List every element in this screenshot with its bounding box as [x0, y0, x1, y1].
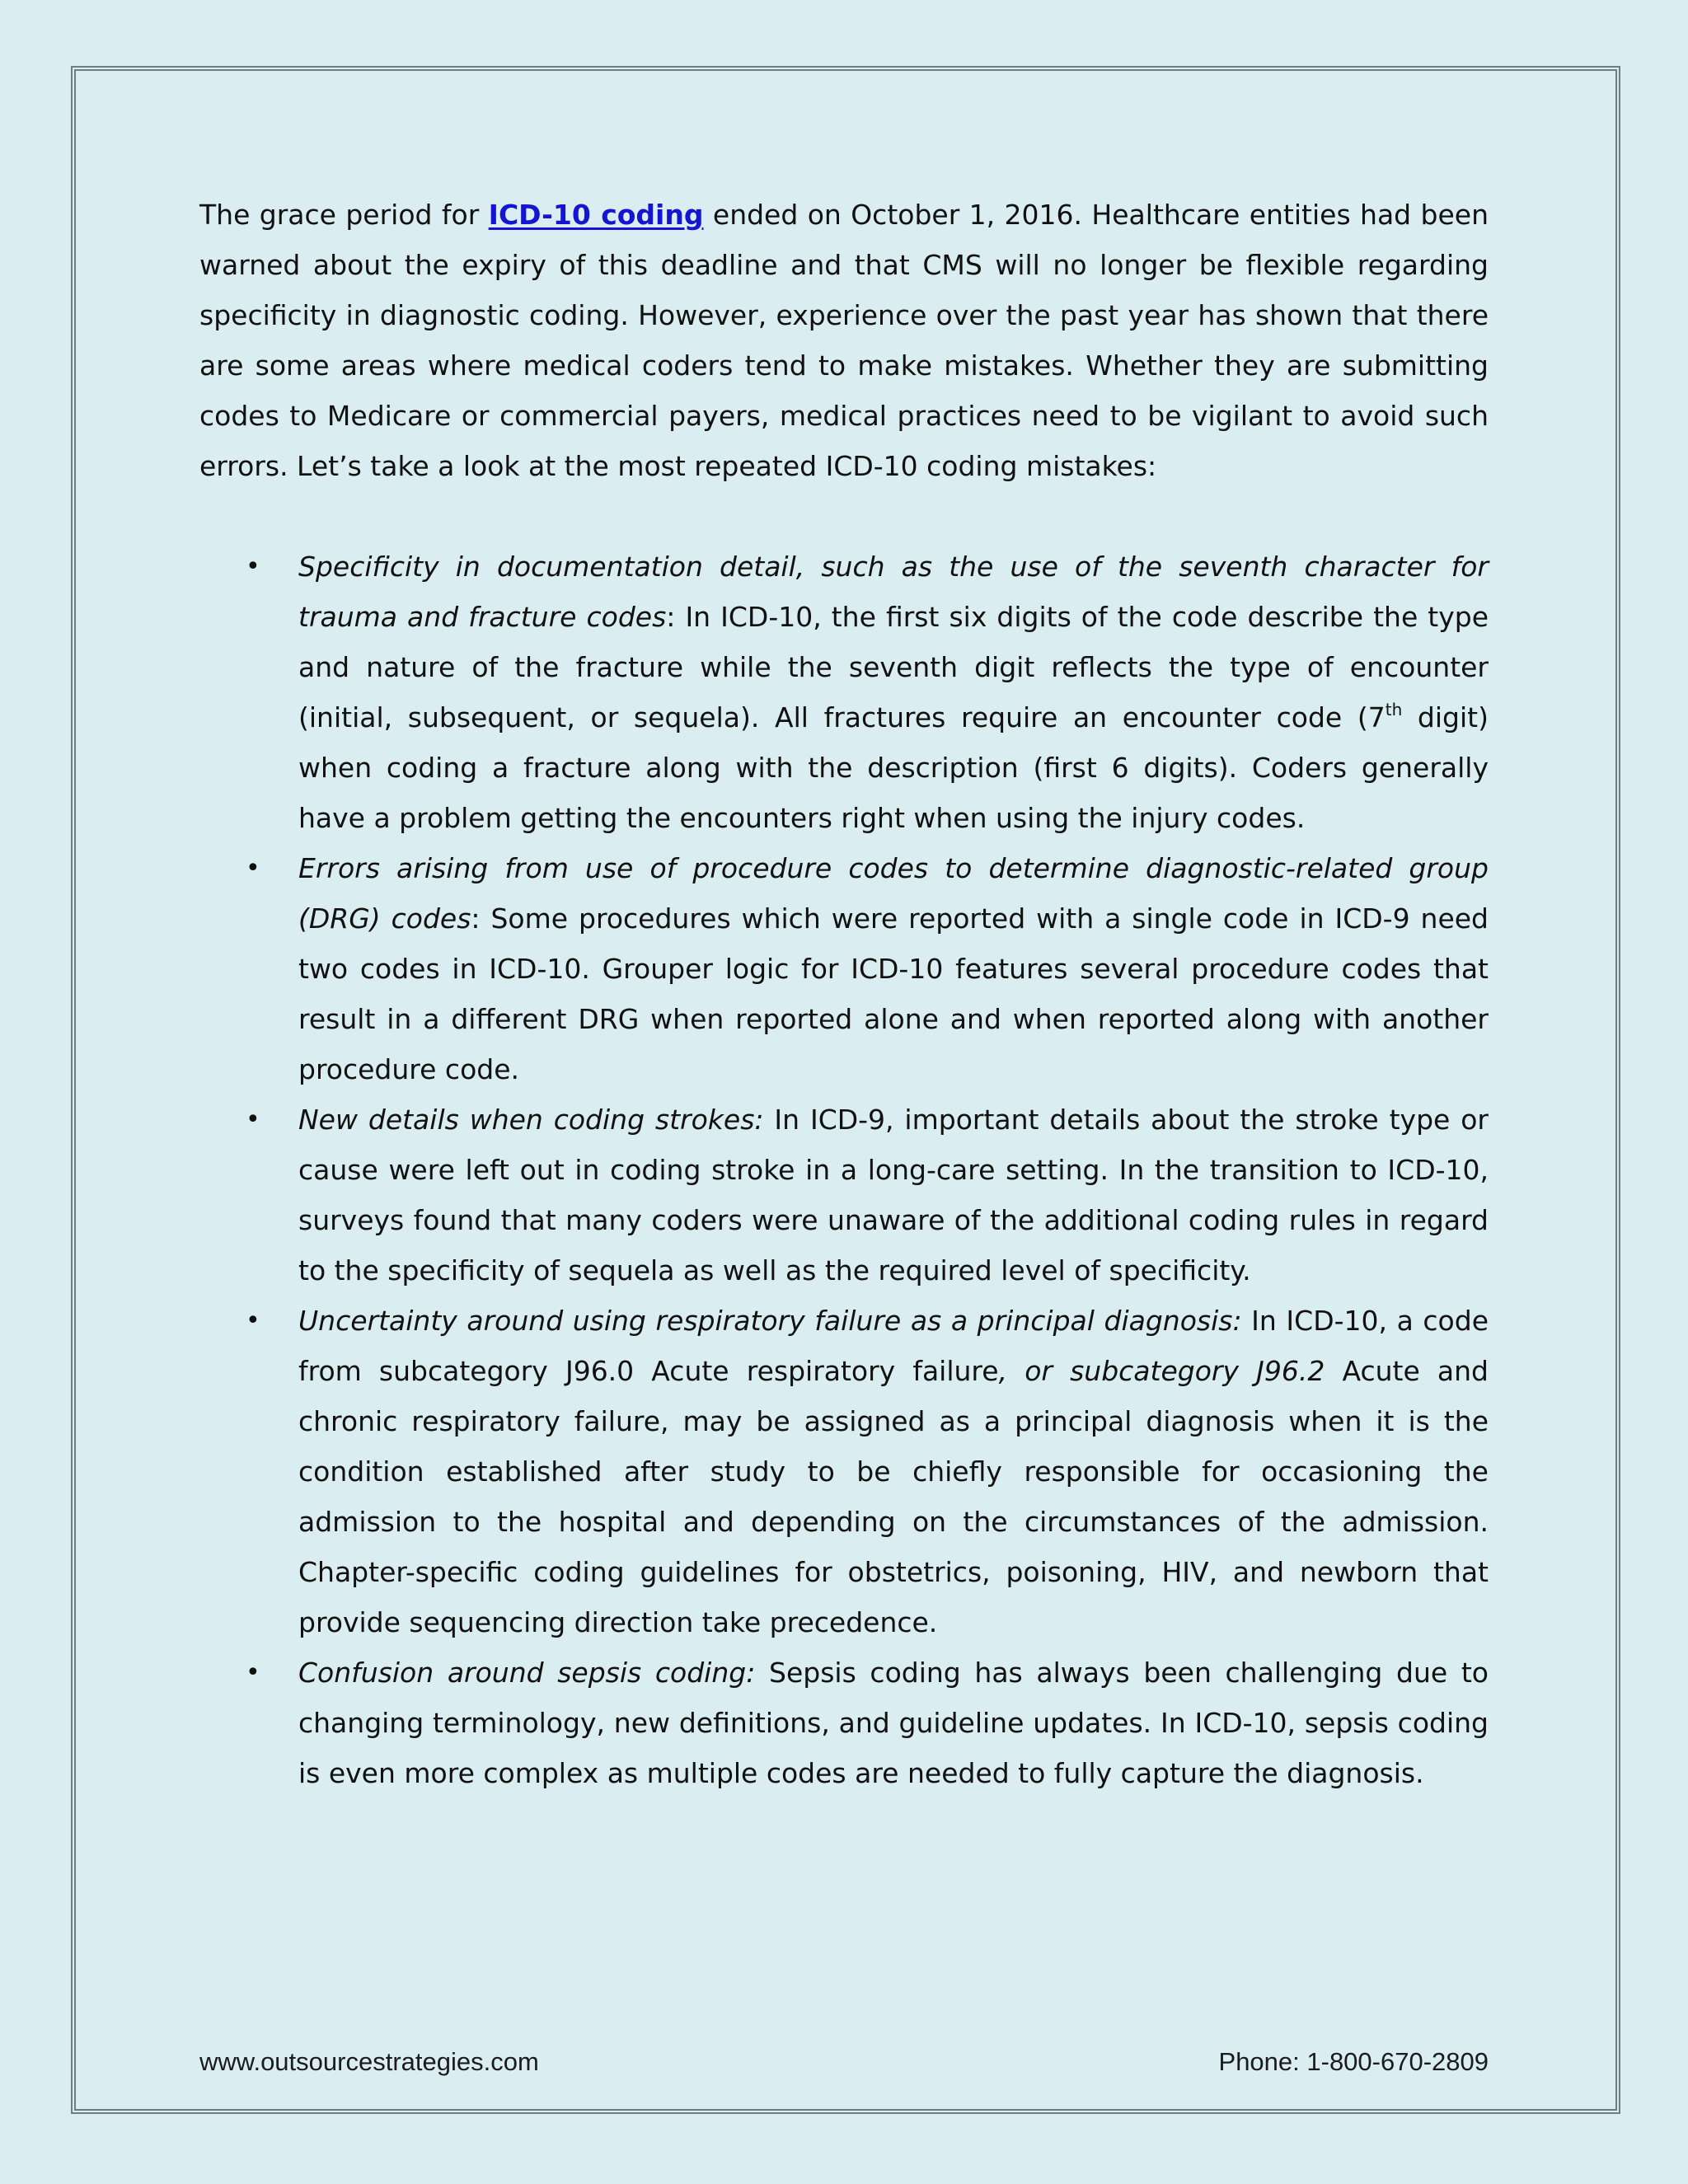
item-italic-mid: , or subcategory J96.2	[998, 1355, 1325, 1387]
list-item	[199, 1094, 1489, 1296]
document-body	[199, 190, 1489, 1798]
intro-text-before-link: The grace period for	[199, 199, 489, 231]
item-body: : Some procedures which were reported with a single code in ICD-9 need two codes in ICD-10. Grouper logic for ICD-10 features several procedure codes that result in a different DRG when reported alone and when reported along with another procedure code.	[298, 902, 1489, 1085]
superscript: th	[1385, 700, 1403, 719]
intro-text-after-link: ended on October 1, 2016. Healthcare entities had been warned about the expiry of this deadline and that CMS will no longer be flexible regarding specificity in diagnostic coding. However, experience over the past year has shown that there are some areas where medical coders tend to make mistakes. Whether they are submitting codes to Medicare or commercial payers, medical practices need to be vigilant to avoid such errors. Let’s take a look at the most repeated ICD-10 coding mistakes:	[199, 199, 1489, 482]
list-item	[199, 1296, 1489, 1647]
list-item	[199, 541, 1489, 843]
bullet-icon: •	[246, 1105, 260, 1134]
list-item	[199, 843, 1489, 1094]
bullet-icon: •	[246, 854, 260, 883]
item-lead: Specificity in documentation detail, such as the use of the seventh character for trauma and fracture codes	[298, 551, 1489, 633]
footer-website: www.outsourcestrategies.com	[199, 2047, 539, 2076]
bullet-icon: •	[246, 552, 260, 581]
bullet-icon: •	[246, 1658, 260, 1687]
item-body: In ICD-10, a code from subcategory J96.0 Acute respiratory failure	[298, 1305, 1489, 1387]
item-lead: Uncertainty around using respiratory failure as a principal diagnosis:	[298, 1305, 1242, 1337]
item-body: Sepsis coding has always been challenging due to changing terminology, new definitions, and guideline updates. In ICD-10, sepsis coding is even more complex as multiple codes are needed to fully capture the diagnosis.	[298, 1657, 1489, 1789]
icd10-coding-link[interactable]: ICD-10 coding	[488, 199, 704, 231]
intro-paragraph	[199, 190, 1489, 491]
item-body-continued: digit) when coding a fracture along with the description (first 6 digits). Coders generally have a problem getting the encounters right when using the injury codes.	[298, 701, 1489, 834]
item-body: In ICD-9, important details about the stroke type or cause were left out in coding stroke in a long-care setting. In the transition to ICD-10, surveys found that many coders were unaware of the additional coding rules in regard to the specificity of sequela as well as the required level of specificity.	[298, 1104, 1489, 1286]
page-footer	[199, 2046, 1489, 2079]
item-body: : In ICD-10, the first six digits of the code describe the type and nature of the fracture while the seventh digit reflects the type of encounter (initial, subsequent, or sequela). All fractures require an encounter code (7	[298, 601, 1489, 733]
item-lead: Errors arising from use of procedure codes to determine diagnostic-related group (DRG) codes	[298, 852, 1489, 935]
item-lead: Confusion around sepsis coding:	[298, 1657, 756, 1689]
item-body-continued: Acute and chronic respiratory failure, may be assigned as a principal diagnosis when it is the condition established after study to be chiefly responsible for occasioning the admission to the hospital and depending on the circumstances of the admission. Chapter-specific coding guidelines for obstetrics, poisoning, HIV, and newborn that provide sequencing direction take precedence.	[298, 1355, 1489, 1638]
footer-phone: Phone: 1-800-670-2809	[1218, 2047, 1489, 2076]
mistakes-list	[199, 541, 1489, 1798]
item-lead: New details when coding strokes:	[298, 1104, 764, 1136]
list-item	[199, 1647, 1489, 1798]
bullet-icon: •	[246, 1306, 260, 1335]
